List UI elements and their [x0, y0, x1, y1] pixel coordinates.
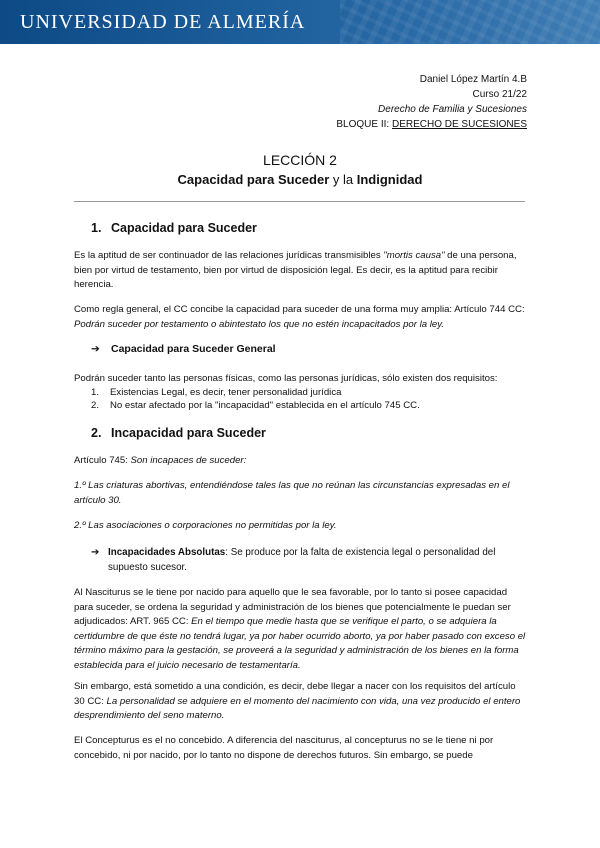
lesson-title: LECCIÓN 2: [263, 152, 337, 168]
block-name: DERECHO DE SUCESIONES: [391, 119, 527, 130]
p1-text-c: de una persona, bien por virtud de testamento, bien por virtud de disposición legal. Es decir, es la aptitud para recibir herencia.: [74, 250, 517, 291]
nasciturus-text-b: En el tiempo que medie hasta que se verifique el parto, o se adquiera la certidumbre de que éste no tendrá lugar, ya por haber ocurrido aborto, ya por haber pasado con exceso el término máximo para la gestación, se proveerá a la seguridad y administración de los bienes en la forma establecida para el juicio necesario de testamentaría.: [74, 616, 526, 671]
p2-text-b: Podrán suceder por testamento o abintestato los que no estén incapacitados por la ley.: [74, 318, 444, 330]
requirement-item-2: [91, 399, 420, 412]
section1-paragraph-3: Podrán suceder tanto las personas físicas, como las personas jurídicas, sólo existen dos requisitos:: [74, 373, 498, 384]
p1-text-b: "mortis causa": [383, 250, 445, 261]
arrow-icon: ➔: [91, 343, 100, 355]
nasciturus-text-a: Al Nasciturus se le tiene por nacido para aquello que le sea favorable, por lo tanto si posee capacidad para suceder, se ordena la seguridad y administración de los bienes que potencialmente le puedan ser adjudicados: ART. 965 CC:: [74, 587, 511, 628]
p2-text-a: Como regla general, el CC concibe la capacidad para suceder de una forma muy amplia: Artículo 744 CC:: [74, 304, 525, 315]
condition-text-b: La personalidad se adquiere en el momento del nacimiento con vida, una vez producido el entero desprendimiento del seno materno.: [74, 695, 521, 722]
section1-title: Capacidad para Suceder: [111, 221, 257, 235]
course-line: Curso 21/22: [472, 89, 527, 100]
requirement-number-1: 1.: [91, 387, 100, 398]
section2-number: 2.: [91, 426, 102, 440]
absolute-incapacity-title: Incapacidades Absolutas: [108, 547, 226, 558]
nasciturus-paragraph: [74, 586, 526, 674]
title-divider: [74, 201, 525, 202]
requirement-text-2: No estar afectado por la "incapacidad" establecida en el artículo 745 CC.: [110, 400, 420, 411]
absolute-incapacity-text: : Se produce por la falta de existencia legal o personalidad del supuesto sucesor.: [108, 547, 496, 573]
block-prefix: BLOQUE II:: [336, 119, 392, 130]
p1-text-a: Es la aptitud de ser continuador de las relaciones jurídicas transmisibles: [74, 250, 384, 261]
absolute-incapacity-item: [91, 546, 531, 575]
condition-paragraph: [74, 680, 526, 724]
section2-title: Incapacidad para Suceder: [111, 426, 266, 440]
concepturus-paragraph: El Concepturus es el no concebido. A diferencia del nasciturus, al concepturus no se le tiene ni por concebido, ni por nacido, por lo tanto no dispone de derechos futuros. Sin embargo, se puede: [74, 735, 494, 761]
subject-line: Derecho de Familia y Sucesiones: [378, 104, 527, 115]
lesson-subtitle-c: Indignidad: [356, 172, 423, 187]
arrow-icon: ➔: [91, 547, 100, 558]
article-745-line: [74, 454, 526, 469]
section2-heading: [91, 426, 266, 440]
requirement-number-2: 2.: [91, 400, 100, 411]
section1-heading: [91, 221, 257, 235]
author-line: Daniel López Martín 4.B: [419, 74, 527, 85]
subsection-general-heading: [91, 343, 276, 355]
requirement-text-1: Existencias Legal, es decir, tener personalidad jurídica: [110, 387, 342, 398]
subsection-general-title: Capacidad para Suceder General: [111, 343, 276, 355]
article-745-item-2: 2.º Las asociaciones o corporaciones no permitidas por la ley.: [74, 520, 337, 531]
article-745-item-1: 1.º Las criaturas abortivas, entendiéndose tales las que no reúnan las circunstancias expresadas en el artículo 30.: [74, 480, 510, 506]
article-745-label: Artículo 745:: [74, 455, 131, 466]
requirement-item-1: [91, 386, 341, 399]
section1-paragraph-1: [74, 249, 526, 293]
university-banner: [0, 0, 600, 44]
section1-number: 1.: [91, 221, 102, 235]
university-name: UNIVERSIDAD DE ALMERÍA: [20, 11, 306, 33]
article-745-text: Son incapaces de suceder:: [130, 455, 247, 466]
condition-text-a: Sin embargo, está sometido a una condición, es decir, debe llegar a nacer con los requisitos del artículo 30 CC:: [74, 681, 516, 707]
document-meta: [336, 72, 527, 132]
block-line: [336, 117, 527, 132]
lesson-subtitle-a: Capacidad para Suceder: [177, 172, 330, 187]
lesson-subtitle-b: y la: [329, 172, 357, 187]
lesson-subtitle: [0, 172, 600, 187]
section1-paragraph-2: [74, 303, 526, 332]
